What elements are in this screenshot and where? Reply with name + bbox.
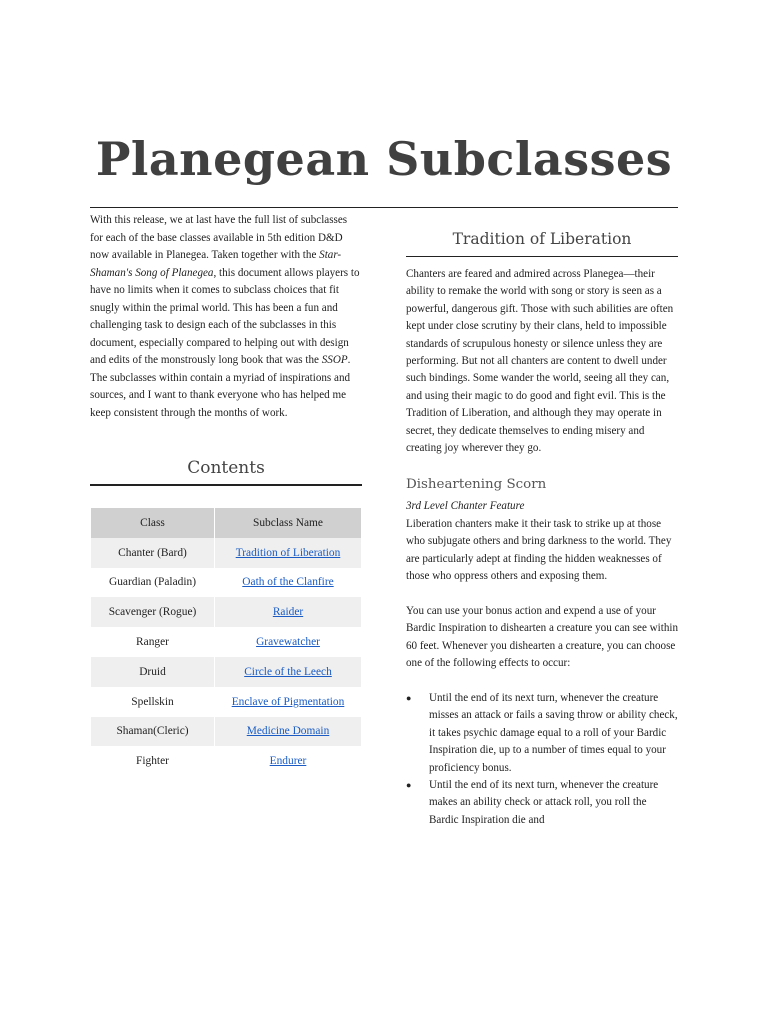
table-row: [91, 746, 361, 776]
list-item: [406, 690, 678, 777]
bullet-icon: ●: [406, 779, 412, 790]
class-cell: Fighter: [136, 755, 169, 768]
intro-abbreviation: SSOP: [321, 354, 348, 366]
feature-paragraph-2: You can use your bonus action and expend a use of your Bardic Inspiration to dishearten a creature you can see within 60 feet. Whenever you dishearten a creature, you can choose one of the following effects to occur:: [406, 604, 679, 670]
subclass-link[interactable]: Enclave of Pigmentation: [231, 695, 345, 708]
subclass-cell: [215, 568, 361, 598]
subclass-link[interactable]: Circle of the Leech: [244, 665, 332, 678]
subclass-cell: [215, 538, 361, 568]
page-title: Planegean Subclasses: [95, 132, 673, 186]
title-divider: [90, 207, 678, 208]
subclass-cell: [215, 597, 361, 627]
class-cell: Ranger: [136, 636, 169, 649]
table-row: [91, 568, 361, 598]
table-row: [91, 597, 361, 627]
subclass-link[interactable]: Medicine Domain: [246, 725, 330, 738]
table-header-subclass: Subclass Name: [215, 508, 361, 538]
subclass-cell: [215, 687, 361, 717]
feature-heading: Disheartening Scorn: [406, 477, 547, 493]
class-cell: Chanter (Bard): [91, 538, 214, 568]
subclass-link[interactable]: Endurer: [269, 755, 307, 768]
table-row: [91, 657, 361, 687]
effect-text: Until the end of its next turn, whenever the creature misses an attack or fails a saving throw or ability check, it takes psychic damage equal to a roll of your Bardic Inspiration die, up to a number of times equal to your proficiency bonus.: [429, 691, 678, 774]
section-description: Chanters are feared and admired across Planegea—their ability to remake the world with song or story is seen as a powerful, dangerous gift. Those with such abilities are often kept under close scrutiny by their clans, held to impossible standards of scrupulous honesty or silence unless they are performing. But not all chanters are content to dwell under such bindings. Some wander the world, seeing all they can, and using their magic to do good and fight evil. This is the Tradition of Liberation, and although they may operate in secret, they dedicate themselves to ending misery and creating joy wherever they go.: [406, 268, 674, 455]
class-cell: Spellskin: [131, 695, 174, 708]
subclass-cell: [215, 717, 361, 747]
bullet-icon: ●: [406, 692, 412, 703]
left-column: [90, 212, 362, 776]
intro-paragraph: [90, 212, 362, 422]
contents-heading: Contents: [90, 458, 362, 486]
effect-text: Until the end of its next turn, whenever the creature makes an ability check or attack roll, you roll the Bardic Inspiration die and: [429, 778, 659, 826]
subclass-link[interactable]: Raider: [272, 606, 304, 619]
subclass-link[interactable]: Tradition of Liberation: [235, 546, 341, 559]
list-item: [406, 777, 678, 829]
table-row: [91, 687, 361, 717]
intro-book-title: Star-Shaman's Song of Planegea: [90, 249, 342, 279]
intro-text-1: With this release, we at last have the full list of subclasses for each of the base classes available in 5th edition D&D now available in Planegea. Taken together with the: [90, 214, 348, 261]
class-cell: Guardian (Paladin): [109, 576, 196, 589]
subclass-cell: [215, 627, 361, 657]
contents-table: [90, 508, 362, 776]
table-row: [91, 538, 361, 568]
intro-text-3: . The subclasses within contain a myriad of inspirations and sources, and I want to thank everyone who has helped me keep consistent through the months of work.: [90, 354, 351, 419]
feature-paragraph-1: Liberation chanters make it their task to strike up at those who subjugate others and bring darkness to the world. They are particularly adept at finding the hidden weaknesses of those who oppress others and exposing them.: [406, 517, 672, 583]
intro-text-2: , this document allows players to have no limits when it comes to subclass choices that fit snugly within the primal world. This has been a fun and challenging task to design each of the subclasses in this document, especially compared to helping out with design and edits of the monstrously long book that was the: [90, 266, 360, 366]
subclass-link[interactable]: Oath of the Clanfire: [242, 576, 334, 589]
class-cell: Shaman(Cleric): [91, 717, 214, 747]
table-header-class: Class: [91, 508, 214, 538]
table-row: [91, 627, 361, 657]
table-header-row: [91, 508, 361, 538]
class-cell: Scavenger (Rogue): [91, 597, 214, 627]
subclass-link[interactable]: Gravewatcher: [256, 636, 320, 649]
class-cell: Druid: [91, 657, 214, 687]
subclass-cell: [215, 746, 361, 776]
effects-list: [406, 690, 678, 829]
subclass-cell: [215, 657, 361, 687]
feature-level-label: 3rd Level Chanter Feature: [406, 500, 525, 513]
right-column: [406, 222, 678, 829]
section-heading: Tradition of Liberation: [406, 222, 678, 257]
table-row: [91, 717, 361, 747]
